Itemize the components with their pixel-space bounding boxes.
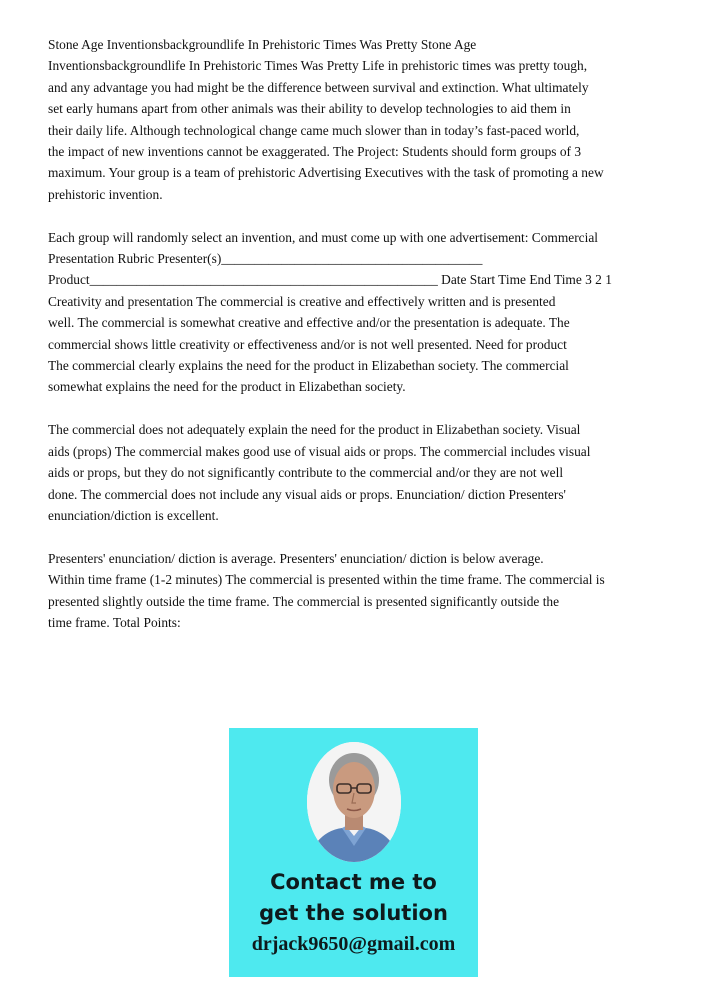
text-line: time frame. Total Points: bbox=[48, 614, 181, 630]
text-line: Each group will randomly select an invention, and must come up with one advertisement: Commercial bbox=[48, 229, 598, 245]
paragraph bbox=[48, 227, 668, 398]
text-line: set early humans apart from other animals was their ability to develop technologies to aid them in bbox=[48, 101, 571, 117]
text-line: prehistoric invention. bbox=[48, 186, 163, 202]
text-line: enunciation/diction is excellent. bbox=[48, 507, 219, 523]
text-line: Presentation Rubric Presenter(s)_______________________________________ bbox=[48, 251, 483, 267]
text-line: Presenters' enunciation/ diction is average. Presenters' enunciation/ diction is below average. bbox=[48, 550, 544, 566]
text-line: Product____________________________________________________ Date Start Time End Time 3 2 1 bbox=[48, 272, 612, 288]
document-body bbox=[48, 34, 668, 655]
paragraph bbox=[48, 419, 668, 526]
text-line: the impact of new inventions cannot be exaggerated. The Project: Students should form groups of 3 bbox=[48, 144, 582, 160]
text-line: presented slightly outside the time frame. The commercial is presented significantly outside the bbox=[48, 593, 560, 609]
paragraph bbox=[48, 548, 668, 634]
contact-ad-banner[interactable] bbox=[229, 728, 478, 977]
contact-call-to-action bbox=[229, 867, 478, 929]
text-line: Creativity and presentation The commercial is creative and effectively written and is presented bbox=[48, 293, 556, 309]
person-photo bbox=[307, 742, 401, 862]
cta-line: get the solution bbox=[259, 901, 448, 925]
cta-line: Contact me to bbox=[270, 870, 437, 894]
text-line: The commercial does not adequately explain the need for the product in Elizabethan society. Visual bbox=[48, 422, 581, 438]
text-line: their daily life. Although technological change came much slower than in today’s fast-paced world, bbox=[48, 122, 580, 138]
text-line: aids (props) The commercial makes good use of visual aids or props. The commercial includes visual bbox=[48, 443, 591, 459]
text-line: The commercial clearly explains the need for the product in Elizabethan society. The commercial bbox=[48, 358, 569, 374]
text-line: Inventionsbackgroundlife In Prehistoric Times Was Pretty Life in prehistoric times was pretty tough, bbox=[48, 58, 588, 74]
text-line: Within time frame (1-2 minutes) The commercial is presented within the time frame. The commercial is bbox=[48, 572, 605, 588]
text-line: well. The commercial is somewhat creative and effective and/or the presentation is adequate. The bbox=[48, 315, 570, 331]
text-line: commercial shows little creativity or effectiveness and/or is not well presented. Need for product bbox=[48, 336, 567, 352]
text-line: maximum. Your group is a team of prehistoric Advertising Executives with the task of promoting a new bbox=[48, 165, 604, 181]
text-line: Stone Age Inventionsbackgroundlife In Prehistoric Times Was Pretty Stone Age bbox=[48, 37, 477, 52]
paragraph bbox=[48, 34, 668, 205]
text-line: somewhat explains the need for the product in Elizabethan society. bbox=[48, 379, 406, 395]
text-line: done. The commercial does not include any visual aids or props. Enunciation/ diction Presenters' bbox=[48, 486, 566, 502]
text-line: and any advantage you had might be the difference between survival and extinction. What ultimately bbox=[48, 79, 589, 95]
text-line: aids or props, but they do not significantly contribute to the commercial and/or they are not well bbox=[48, 465, 564, 481]
contact-email[interactable]: drjack9650@gmail.com bbox=[251, 933, 456, 955]
